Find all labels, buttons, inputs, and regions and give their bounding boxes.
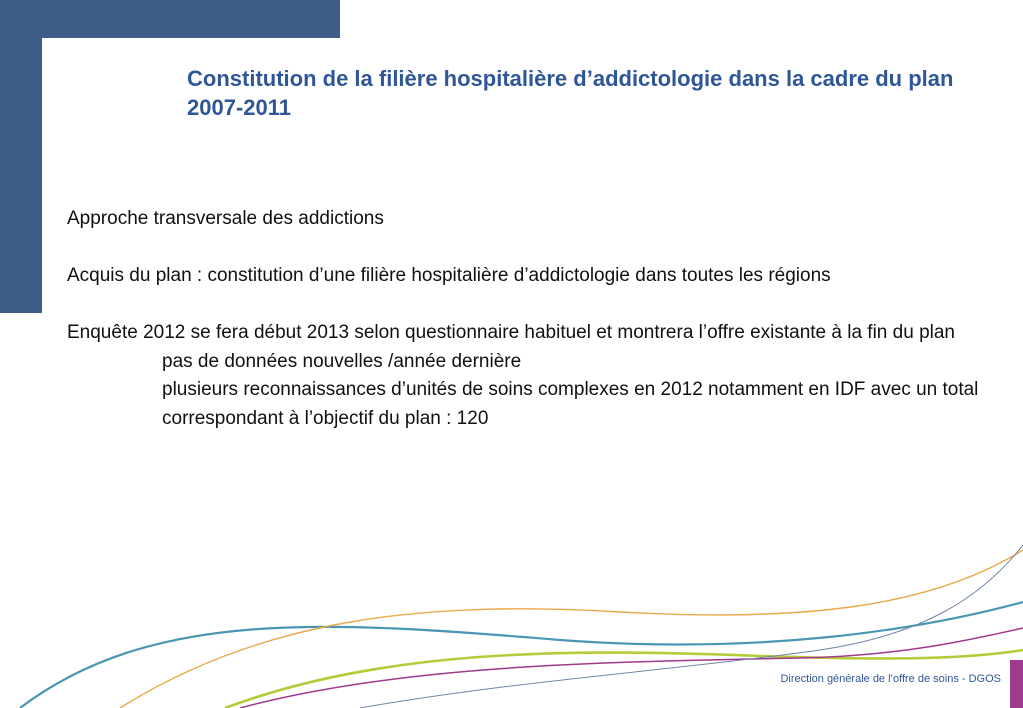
corner-band-top bbox=[0, 0, 340, 38]
spacer bbox=[67, 234, 997, 263]
curve-purple bbox=[240, 628, 1023, 708]
body-line-acquis: Acquis du plan : constitution d’une filière hospitalière d’addictologie dans toutes les régions bbox=[67, 265, 831, 286]
spacer bbox=[67, 291, 997, 320]
footer-accent-bar bbox=[1010, 660, 1023, 708]
slide-body bbox=[67, 205, 997, 433]
footer-organization: Direction générale de l’offre de soins - DGOS bbox=[780, 673, 1001, 685]
body-subline-recognitions: plusieurs reconnaissances d’unités de soins complexes en 2012 notamment en IDF avec un total correspondant à l’objectif du plan : 120 bbox=[162, 379, 979, 429]
body-subline-no-data: pas de données nouvelles /année dernière bbox=[162, 350, 522, 372]
slide-title: Constitution de la filière hospitalière d’addictologie dans la cadre du plan 2007-2011 bbox=[187, 66, 954, 120]
body-line-enquete: Enquête 2012 se fera début 2013 selon questionnaire habituel et montrera l’offre existante à la fin du plan bbox=[67, 322, 955, 343]
corner-band-side bbox=[0, 0, 42, 313]
body-line-approach: Approche transversale des addictions bbox=[67, 208, 384, 229]
